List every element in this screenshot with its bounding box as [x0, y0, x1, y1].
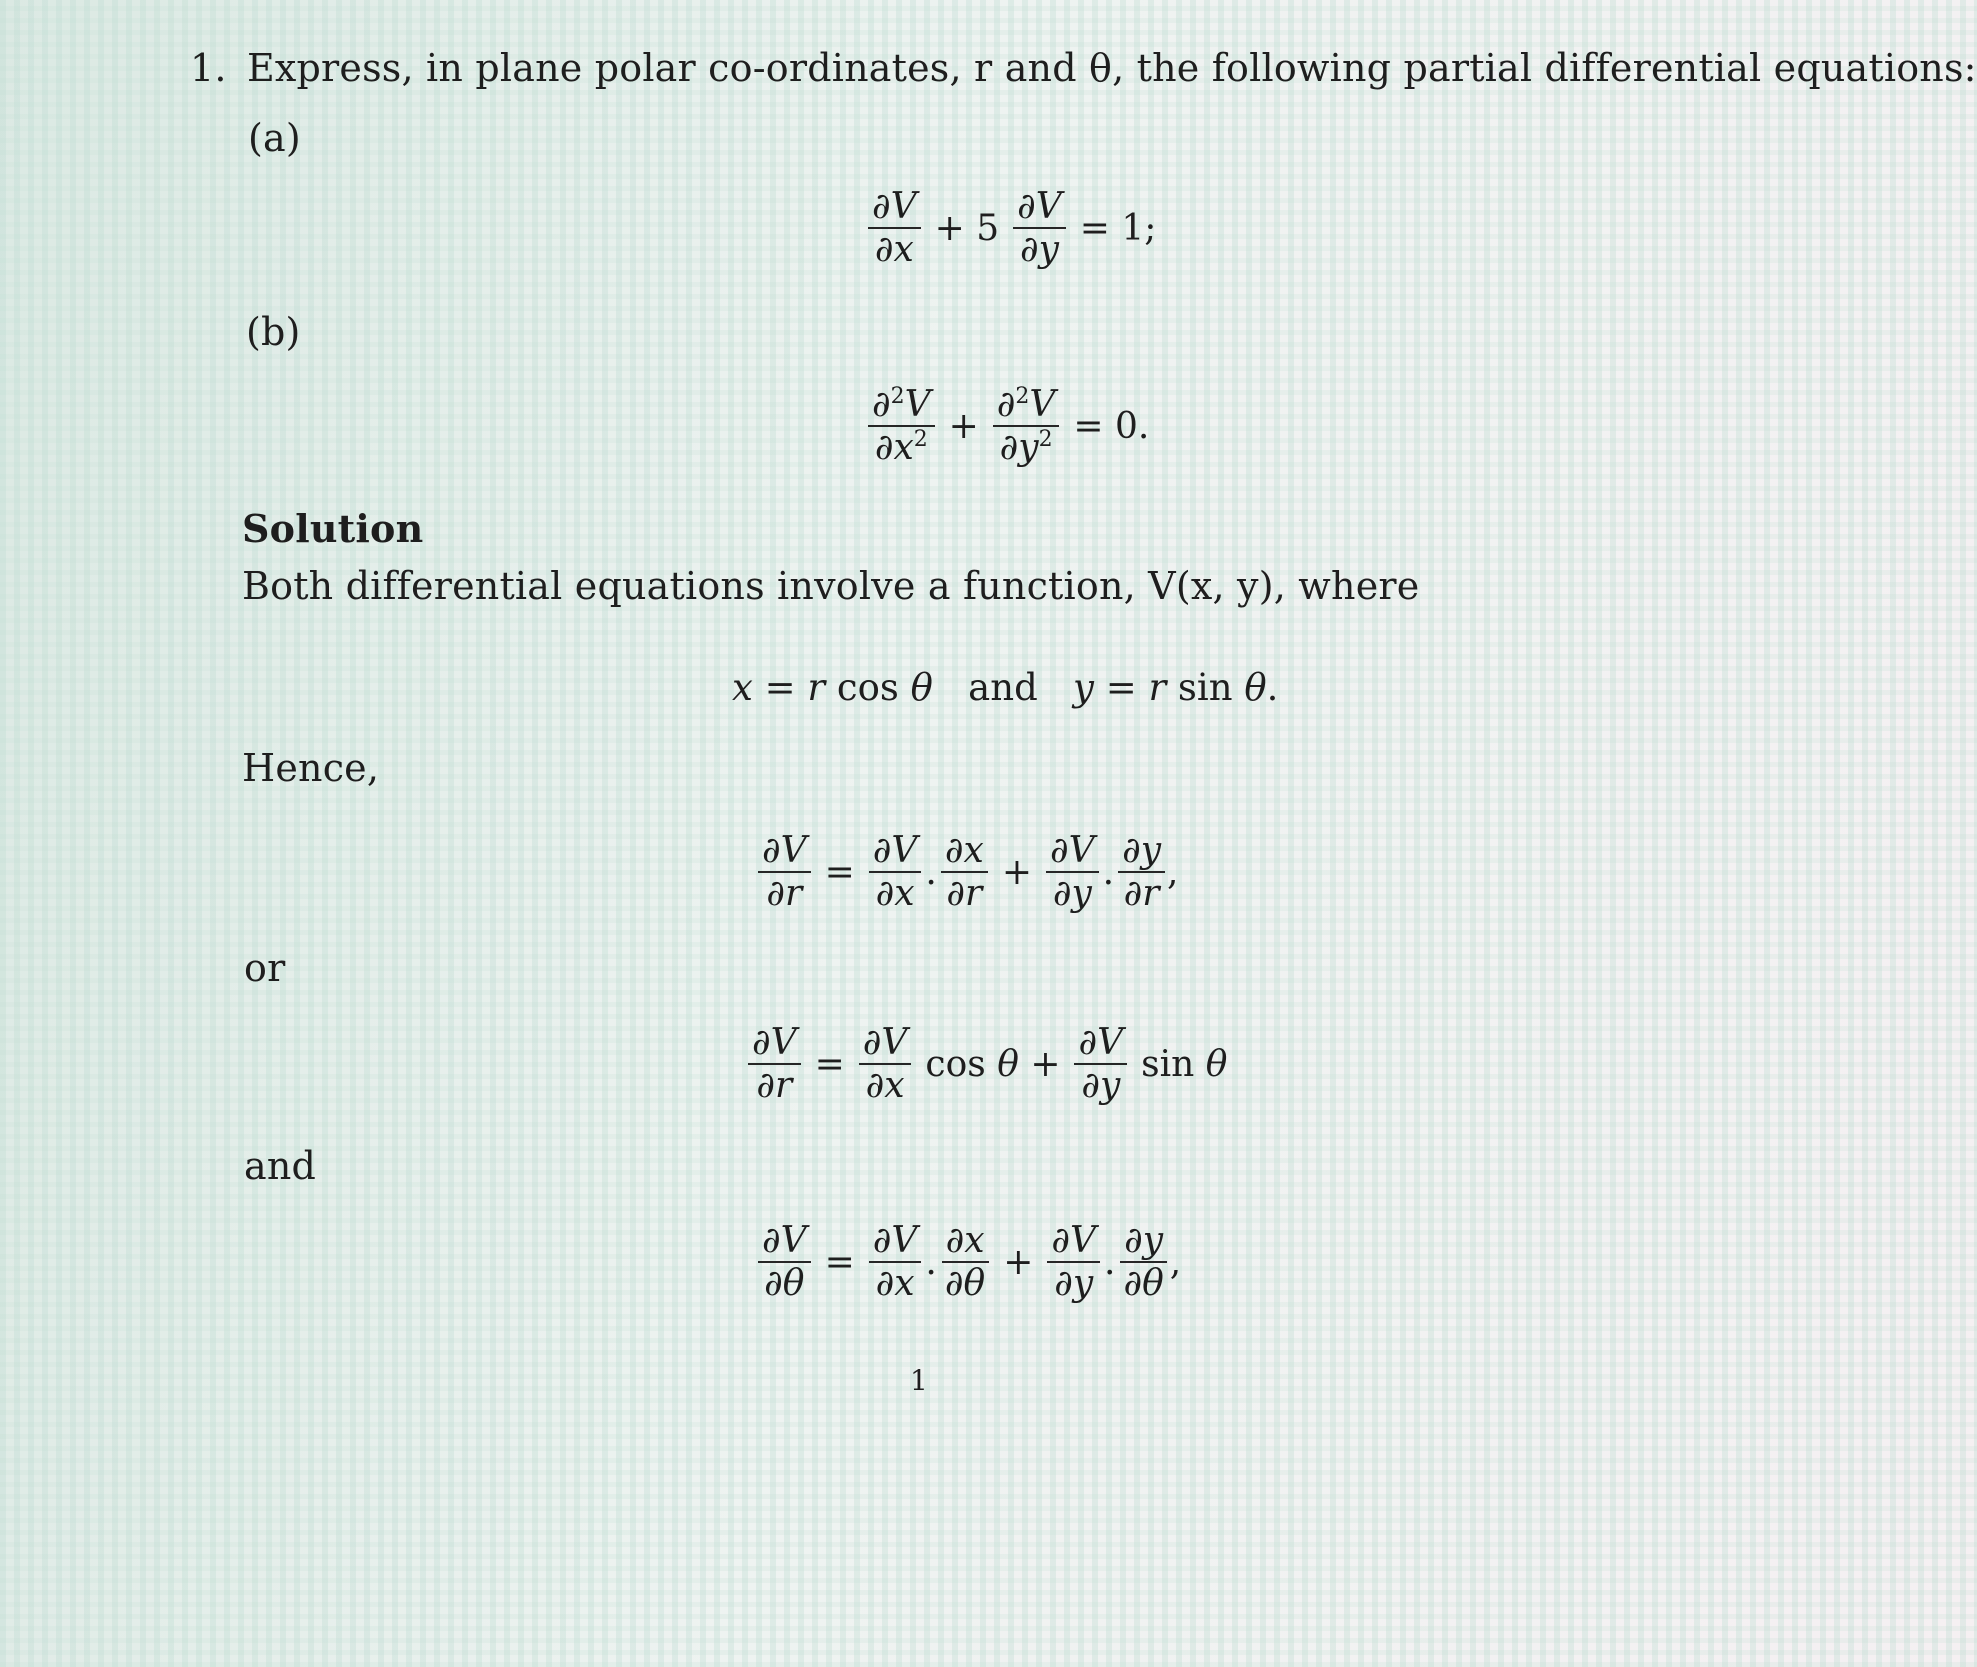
substitution-line: x = r cos θ and y = r sin θ.: [732, 666, 1279, 709]
page-number: 1: [910, 1364, 929, 1397]
solution-heading: Solution: [242, 506, 424, 551]
problem-number: 1.: [190, 46, 227, 90]
part-b-label: (b): [246, 310, 301, 354]
hence-label: Hence,: [242, 746, 380, 790]
equation-chain-r: $\frac{\partial V}{\partial r}$ = $\frac{\partial V}{\partial x}$ . $\frac{\partial x}{\partial r}$ + $\frac{\partial V}{\partial y}$ . $\frac{\partial y}{\partial r}$ ,: [752, 830, 1186, 915]
part-a-label: (a): [248, 116, 301, 160]
equation-a: $\frac{\partial V}{\partial x}$ + 5 $\frac{\partial V}{\partial y}$ = 1;: [862, 186, 1164, 271]
equation-chain-theta: $\frac{\partial V}{\partial\theta}$ = $\frac{\partial V}{\partial x}$ . $\frac{\partial x}{\partial\theta}$ + $\frac{\partial V}{\partial y}$ . $\frac{\partial y}{\partial\theta}$ ,: [752, 1220, 1189, 1305]
or-label: or: [244, 946, 286, 990]
problem-text: Express, in plane polar co-ordinates, r and θ, the following partial differential equations:: [246, 46, 1977, 90]
and-label: and: [244, 1144, 317, 1188]
equation-b: $\frac{\partial^2V}{\partial x^2}$ + $\frac{\partial^2V}{\partial y^2}$ = 0.: [862, 384, 1157, 469]
problem-statement: [190, 46, 1977, 90]
solution-intro: Both differential equations involve a function, V(x, y), where: [242, 564, 1420, 608]
equation-r-result: $\frac{\partial V}{\partial r}$ = $\frac{\partial V}{\partial x}$ cos θ + $\frac{\partial V}{\partial y}$ sin θ: [742, 1022, 1235, 1107]
